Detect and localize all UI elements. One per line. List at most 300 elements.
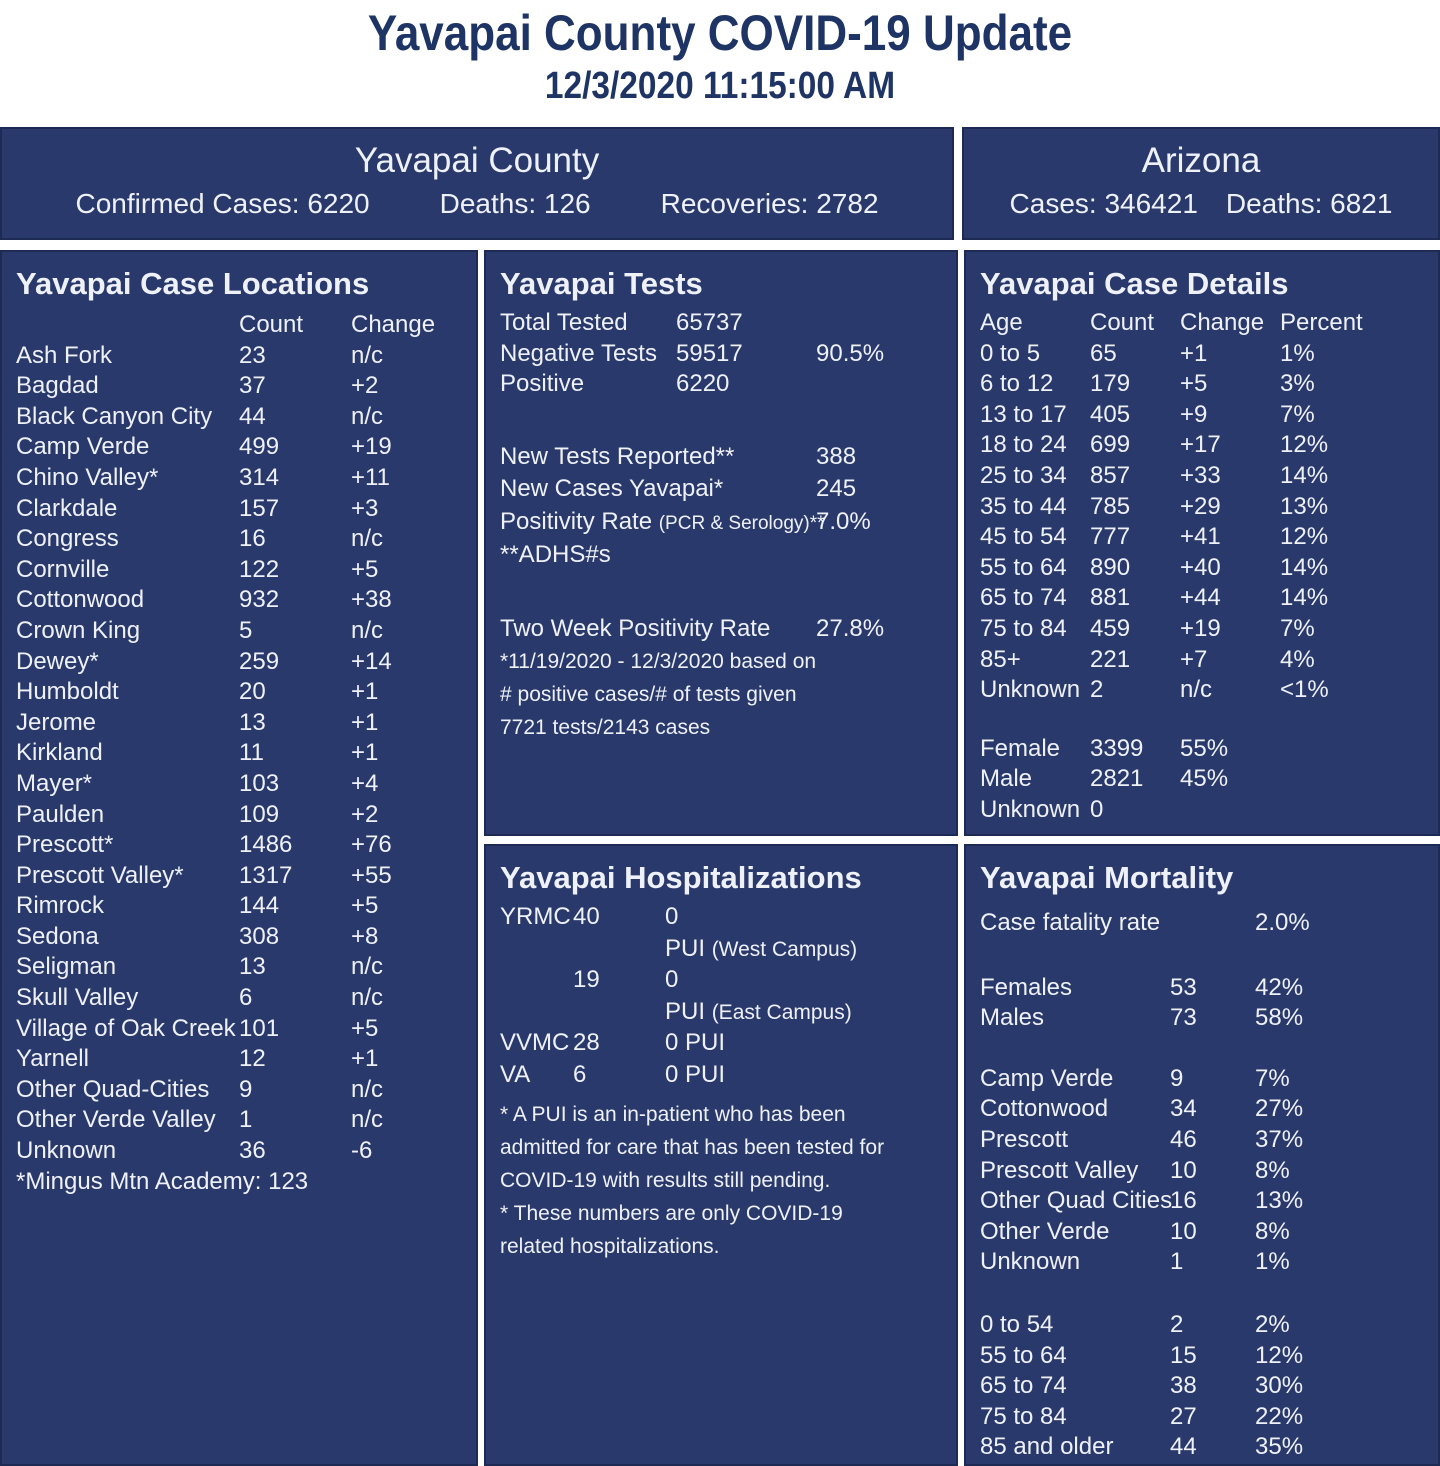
hospitalizations-note-line: * These numbers are only COVID-19 bbox=[500, 1201, 843, 1225]
location-name: Clarkdale bbox=[16, 494, 118, 522]
hospital-pui-campus: (East Campus) bbox=[711, 1000, 852, 1024]
panel-case-locations bbox=[0, 250, 478, 1466]
age-group-row bbox=[980, 400, 1424, 431]
age-group-change: +33 bbox=[1180, 461, 1221, 489]
two-week-row bbox=[500, 614, 942, 645]
location-count: 11 bbox=[239, 739, 264, 767]
mortality-count: 73 bbox=[1170, 1004, 1197, 1032]
location-change: n/c bbox=[351, 341, 384, 369]
location-count: 109 bbox=[239, 800, 280, 828]
hospital-count: 6 bbox=[573, 1060, 587, 1088]
case-details-rows bbox=[980, 339, 1424, 706]
age-group-count: 777 bbox=[1090, 523, 1131, 551]
age-group-row bbox=[980, 645, 1424, 676]
location-row bbox=[16, 769, 462, 800]
mortality-count: 34 bbox=[1170, 1095, 1197, 1123]
location-row bbox=[16, 585, 462, 616]
age-group-percent: 3% bbox=[1280, 370, 1315, 398]
location-count: 23 bbox=[239, 341, 266, 369]
age-group-percent: 14% bbox=[1280, 584, 1329, 612]
location-count: 1317 bbox=[239, 861, 293, 889]
page-title: Yavapai County COVID-19 Update bbox=[367, 5, 1073, 61]
summary-yavapai-title: Yavapai County bbox=[354, 140, 600, 180]
location-count: 36 bbox=[239, 1137, 266, 1165]
mortality-age-row bbox=[980, 1402, 1424, 1433]
age-group-row bbox=[980, 492, 1424, 523]
age-group-label: 18 to 24 bbox=[980, 431, 1067, 459]
tests-note-line: *11/19/2020 - 12/3/2020 based on bbox=[500, 649, 817, 673]
hospitalizations-note-line: admitted for care that has been tested for bbox=[500, 1135, 885, 1159]
mortality-label: Females bbox=[980, 973, 1073, 1001]
location-name: Chino Valley* bbox=[16, 463, 159, 491]
mortality-label: Unknown bbox=[980, 1248, 1081, 1276]
mortality-percent: 2% bbox=[1255, 1310, 1290, 1338]
mortality-label: Males bbox=[980, 1004, 1045, 1032]
mortality-percent: 35% bbox=[1255, 1433, 1304, 1461]
age-group-percent: 14% bbox=[1280, 553, 1329, 581]
case-fatality-label: Case fatality rate bbox=[980, 909, 1161, 936]
column-header-percent: Percent bbox=[1280, 309, 1363, 336]
summary-arizona-title: Arizona bbox=[1141, 140, 1261, 180]
location-count: 6 bbox=[239, 984, 253, 1012]
mortality-percent: 7% bbox=[1255, 1064, 1290, 1092]
tests-row-label-small: (PCR & Serology)** bbox=[658, 512, 825, 534]
summary-yavapai-stats bbox=[75, 184, 878, 224]
location-row bbox=[16, 555, 462, 586]
mortality-label: Other Verde bbox=[980, 1217, 1110, 1245]
mortality-label: Cottonwood bbox=[980, 1095, 1109, 1123]
mortality-label: Other Quad Cities bbox=[980, 1187, 1173, 1215]
location-change: +3 bbox=[351, 494, 379, 522]
tests-row-label-main: New Cases Yavapai* bbox=[500, 475, 724, 503]
mortality-location-row bbox=[980, 1217, 1424, 1248]
mortality-label: 85 and older bbox=[980, 1433, 1114, 1461]
age-group-label: 75 to 84 bbox=[980, 614, 1067, 642]
tests-row-label-main: Positivity Rate bbox=[500, 507, 659, 535]
tests-notes bbox=[500, 645, 942, 744]
hospital-name: VVMC bbox=[500, 1029, 570, 1057]
location-change: n/c bbox=[351, 953, 384, 981]
location-name: Dewey* bbox=[16, 647, 99, 675]
summary-stat: Confirmed Cases: 6220 bbox=[75, 187, 370, 219]
location-row bbox=[16, 616, 462, 647]
panel-tests bbox=[484, 250, 958, 836]
age-group-row bbox=[980, 675, 1424, 706]
hospitalization-row bbox=[500, 1028, 942, 1060]
hospital-pui-main: 0 PUI bbox=[665, 1060, 726, 1088]
location-row bbox=[16, 677, 462, 708]
hospitalization-row bbox=[500, 934, 942, 966]
column-header-count: Count bbox=[239, 311, 304, 338]
location-change: +2 bbox=[351, 372, 379, 400]
mortality-gender-row bbox=[980, 973, 1424, 1004]
mortality-count: 44 bbox=[1170, 1433, 1197, 1461]
age-group-count: 221 bbox=[1090, 645, 1131, 673]
tests-row-value: 388 bbox=[816, 442, 857, 470]
location-name: Village of Oak Creek bbox=[16, 1014, 236, 1042]
mortality-percent: 30% bbox=[1255, 1372, 1304, 1400]
location-count: 9 bbox=[239, 1075, 253, 1103]
location-count: 5 bbox=[239, 616, 253, 644]
age-group-label: 25 to 34 bbox=[980, 461, 1067, 489]
column-header-count: Count bbox=[1090, 309, 1155, 336]
age-group-row bbox=[980, 583, 1424, 614]
hospitalizations-title: Yavapai Hospitalizations bbox=[500, 860, 862, 895]
hospitalization-row bbox=[500, 1060, 942, 1092]
column-right bbox=[964, 250, 1440, 1466]
mortality-label: 0 to 54 bbox=[980, 1310, 1054, 1338]
location-row bbox=[16, 402, 462, 433]
location-row bbox=[16, 1044, 462, 1075]
tests-row-percent bbox=[816, 369, 942, 400]
tests-note-line: 7721 tests/2143 cases bbox=[500, 715, 711, 739]
mortality-count: 38 bbox=[1170, 1372, 1197, 1400]
age-group-percent: 1% bbox=[1280, 339, 1315, 367]
mortality-age-row bbox=[980, 1432, 1424, 1463]
location-change: +55 bbox=[351, 861, 392, 889]
gender-percent bbox=[1180, 795, 1280, 826]
gender-percent: 45% bbox=[1180, 765, 1229, 793]
location-row bbox=[16, 494, 462, 525]
age-group-count: 699 bbox=[1090, 431, 1131, 459]
location-name: Paulden bbox=[16, 800, 105, 828]
age-group-count: 459 bbox=[1090, 614, 1131, 642]
location-change: n/c bbox=[351, 1075, 384, 1103]
mortality-percent: 1% bbox=[1255, 1248, 1290, 1276]
tests-row-percent: 90.5% bbox=[816, 339, 885, 367]
summary-arizona bbox=[962, 127, 1440, 240]
case-locations-header bbox=[16, 310, 462, 341]
tests-row bbox=[500, 474, 942, 507]
hospital-pui-status bbox=[665, 1028, 942, 1060]
summary-stat: Recoveries: 2782 bbox=[660, 187, 879, 219]
mortality-count: 1 bbox=[1170, 1248, 1184, 1276]
location-row bbox=[16, 432, 462, 463]
location-name: Crown King bbox=[16, 616, 141, 644]
location-name: Other Quad-Cities bbox=[16, 1075, 210, 1103]
hospital-pui-main: 0 bbox=[665, 903, 679, 930]
hospital-count bbox=[573, 997, 665, 1029]
age-group-change: +17 bbox=[1180, 431, 1221, 459]
location-change: +5 bbox=[351, 555, 379, 583]
age-group-count: 857 bbox=[1090, 461, 1131, 489]
mortality-location-row bbox=[980, 1064, 1424, 1095]
location-row bbox=[16, 861, 462, 892]
gender-label: Male bbox=[980, 765, 1033, 793]
location-row bbox=[16, 1014, 462, 1045]
mortality-age-row bbox=[980, 1371, 1424, 1402]
tests-row-label: Negative Tests bbox=[500, 339, 657, 367]
age-group-percent: 13% bbox=[1280, 492, 1329, 520]
summary-stat: Deaths: 126 bbox=[439, 187, 591, 219]
hospital-count: 28 bbox=[573, 1029, 600, 1057]
mortality-count: 15 bbox=[1170, 1341, 1197, 1369]
location-change: +38 bbox=[351, 586, 392, 614]
hospital-name bbox=[500, 934, 573, 966]
hospital-name: YRMC bbox=[500, 903, 571, 930]
gender-row bbox=[980, 764, 1424, 795]
location-change: +2 bbox=[351, 800, 379, 828]
location-name: Rimrock bbox=[16, 892, 104, 920]
location-row bbox=[16, 891, 462, 922]
age-group-percent: 7% bbox=[1280, 400, 1315, 428]
location-change: +19 bbox=[351, 433, 392, 461]
main-grid bbox=[0, 250, 1440, 1466]
age-group-label: 0 to 5 bbox=[980, 339, 1041, 367]
mortality-count: 2 bbox=[1170, 1310, 1184, 1338]
location-name: Jerome bbox=[16, 708, 97, 736]
location-count: 20 bbox=[239, 678, 266, 706]
tests-row bbox=[500, 442, 942, 475]
location-name: Prescott Valley* bbox=[16, 861, 184, 889]
case-details-title: Yavapai Case Details bbox=[980, 266, 1289, 301]
location-row bbox=[16, 983, 462, 1014]
mortality-age-rows bbox=[980, 1310, 1424, 1463]
mortality-label: Prescott bbox=[980, 1125, 1069, 1153]
hospitalization-row bbox=[500, 965, 942, 997]
location-count: 259 bbox=[239, 647, 280, 675]
age-group-percent: <1% bbox=[1280, 676, 1329, 704]
mortality-location-row bbox=[980, 1247, 1424, 1278]
location-count: 499 bbox=[239, 433, 280, 461]
column-header-age: Age bbox=[980, 309, 1023, 336]
location-change: +1 bbox=[351, 708, 379, 736]
age-group-count: 2 bbox=[1090, 676, 1104, 704]
summary-band bbox=[0, 127, 1440, 240]
panel-case-details bbox=[964, 250, 1440, 836]
age-group-row bbox=[980, 614, 1424, 645]
mortality-location-row bbox=[980, 1186, 1424, 1217]
location-count: 101 bbox=[239, 1014, 280, 1042]
mortality-percent: 58% bbox=[1255, 1004, 1304, 1032]
location-row bbox=[16, 1105, 462, 1136]
location-row bbox=[16, 952, 462, 983]
tests-note-line: # positive cases/# of tests given bbox=[500, 682, 797, 706]
location-change: n/c bbox=[351, 984, 384, 1012]
mortality-label: 55 to 64 bbox=[980, 1341, 1067, 1369]
age-group-row bbox=[980, 339, 1424, 370]
location-change: n/c bbox=[351, 525, 384, 553]
tests-row-label: Positive bbox=[500, 370, 585, 398]
age-group-change: +1 bbox=[1180, 339, 1208, 367]
hospital-pui-campus: (West Campus) bbox=[711, 937, 858, 961]
mortality-location-row bbox=[980, 1156, 1424, 1187]
tests-row-value: 6220 bbox=[676, 370, 730, 398]
column-header-blank bbox=[16, 310, 239, 341]
location-count: 1 bbox=[239, 1106, 253, 1134]
location-count: 37 bbox=[239, 372, 266, 400]
hospital-name bbox=[500, 965, 573, 997]
tests-two-week-block bbox=[500, 614, 942, 744]
location-count: 157 bbox=[239, 494, 280, 522]
location-name: Camp Verde bbox=[16, 433, 150, 461]
mortality-count: 16 bbox=[1170, 1187, 1197, 1215]
mortality-percent: 37% bbox=[1255, 1125, 1304, 1153]
age-group-percent: 7% bbox=[1280, 614, 1315, 642]
location-count: 13 bbox=[239, 953, 266, 981]
gender-row bbox=[980, 795, 1424, 826]
gender-count: 2821 bbox=[1090, 765, 1144, 793]
tests-title: Yavapai Tests bbox=[500, 266, 703, 301]
mortality-count: 27 bbox=[1170, 1402, 1197, 1430]
age-group-row bbox=[980, 461, 1424, 492]
age-group-percent: 14% bbox=[1280, 461, 1329, 489]
location-name: Cottonwood bbox=[16, 586, 145, 614]
mortality-gender-rows bbox=[980, 973, 1424, 1034]
age-group-label: 6 to 12 bbox=[980, 370, 1054, 398]
case-fatality-row bbox=[980, 908, 1424, 939]
age-group-change: +44 bbox=[1180, 584, 1221, 612]
tests-row bbox=[500, 507, 942, 540]
hospital-pui-main: PUI bbox=[665, 997, 712, 1025]
mortality-percent: 27% bbox=[1255, 1095, 1304, 1123]
location-count: 314 bbox=[239, 463, 280, 491]
location-name: Skull Valley bbox=[16, 984, 139, 1012]
mortality-location-row bbox=[980, 1125, 1424, 1156]
hospitalizations-notes bbox=[500, 1098, 942, 1263]
hospital-count bbox=[573, 934, 665, 966]
hospital-pui-status bbox=[665, 965, 942, 997]
hospital-name: VA bbox=[500, 1060, 531, 1088]
gender-count: 3399 bbox=[1090, 734, 1144, 762]
location-name: Congress bbox=[16, 525, 119, 553]
location-change: n/c bbox=[351, 1106, 384, 1134]
column-header-change: Change bbox=[1180, 309, 1265, 336]
age-group-change: +7 bbox=[1180, 645, 1208, 673]
location-row bbox=[16, 524, 462, 555]
location-name: Black Canyon City bbox=[16, 402, 213, 430]
mortality-percent: 42% bbox=[1255, 973, 1304, 1001]
age-group-label: 65 to 74 bbox=[980, 584, 1067, 612]
hospital-pui-status bbox=[665, 1060, 942, 1092]
location-name: Mayer* bbox=[16, 769, 93, 797]
age-group-change: +5 bbox=[1180, 370, 1208, 398]
age-group-percent: 12% bbox=[1280, 431, 1329, 459]
location-change: +14 bbox=[351, 647, 392, 675]
age-group-count: 179 bbox=[1090, 370, 1131, 398]
age-group-label: 13 to 17 bbox=[980, 400, 1067, 428]
mortality-title: Yavapai Mortality bbox=[980, 860, 1234, 895]
mortality-age-row bbox=[980, 1341, 1424, 1372]
tests-row-value: 65737 bbox=[676, 309, 743, 336]
tests-row-label bbox=[500, 474, 816, 507]
hospital-pui-status bbox=[665, 997, 942, 1029]
location-row bbox=[16, 647, 462, 678]
age-group-change: +41 bbox=[1180, 523, 1221, 551]
location-count: 16 bbox=[239, 525, 266, 553]
location-count: 12 bbox=[239, 1045, 266, 1073]
mortality-count: 53 bbox=[1170, 973, 1197, 1001]
mortality-count: 10 bbox=[1170, 1156, 1197, 1184]
location-count: 13 bbox=[239, 708, 266, 736]
mortality-percent: 12% bbox=[1255, 1341, 1304, 1369]
tests-row-value: 59517 bbox=[676, 339, 743, 367]
age-group-label: 85+ bbox=[980, 645, 1021, 673]
age-group-label: 35 to 44 bbox=[980, 492, 1067, 520]
location-count: 122 bbox=[239, 555, 280, 583]
mortality-label: 65 to 74 bbox=[980, 1372, 1067, 1400]
location-name: Prescott* bbox=[16, 831, 114, 859]
tests-row bbox=[500, 308, 942, 339]
mortality-age-row bbox=[980, 1310, 1424, 1341]
tests-row-value: 245 bbox=[816, 475, 857, 503]
mortality-gender-row bbox=[980, 1003, 1424, 1034]
location-count: 103 bbox=[239, 769, 280, 797]
age-group-label: 45 to 54 bbox=[980, 523, 1067, 551]
age-group-label: Unknown bbox=[980, 676, 1081, 704]
location-name: Kirkland bbox=[16, 739, 103, 767]
location-row bbox=[16, 738, 462, 769]
location-change: +8 bbox=[351, 922, 379, 950]
mortality-label: Prescott Valley bbox=[980, 1156, 1139, 1184]
page-header bbox=[0, 0, 1440, 127]
summary-arizona-stats bbox=[1010, 184, 1393, 224]
location-count: 44 bbox=[239, 402, 266, 430]
mortality-percent: 22% bbox=[1255, 1402, 1304, 1430]
age-group-count: 65 bbox=[1090, 339, 1117, 367]
location-name: Sedona bbox=[16, 922, 99, 950]
hospital-pui-main: PUI bbox=[665, 934, 712, 962]
column-header-change: Change bbox=[351, 311, 436, 338]
tests-row-label-main: New Tests Reported** bbox=[500, 442, 735, 470]
location-row bbox=[16, 371, 462, 402]
age-group-count: 890 bbox=[1090, 553, 1131, 581]
location-count: 308 bbox=[239, 922, 280, 950]
location-name: Bagdad bbox=[16, 372, 99, 400]
column-left bbox=[0, 250, 478, 1466]
location-name: Unknown bbox=[16, 1137, 117, 1165]
gender-percent: 55% bbox=[1180, 734, 1229, 762]
location-count: 144 bbox=[239, 892, 280, 920]
age-group-row bbox=[980, 430, 1424, 461]
case-fatality-value: 2.0% bbox=[1255, 909, 1310, 936]
hospital-pui-main: 0 bbox=[665, 966, 679, 994]
case-locations-footnote: *Mingus Mtn Academy: 123 bbox=[16, 1167, 309, 1195]
summary-yavapai-county bbox=[0, 127, 954, 240]
tests-row-value: 7.0% bbox=[816, 507, 871, 535]
location-name: Humboldt bbox=[16, 678, 119, 706]
location-name: Yarnell bbox=[16, 1045, 89, 1073]
location-change: +11 bbox=[351, 463, 390, 491]
hospital-count: 40 bbox=[573, 903, 600, 930]
location-change: +4 bbox=[351, 769, 379, 797]
hospital-pui-status bbox=[665, 934, 942, 966]
tests-row-label bbox=[500, 540, 816, 573]
tests-new-rows bbox=[500, 442, 942, 572]
location-name: Other Verde Valley bbox=[16, 1106, 216, 1134]
location-row bbox=[16, 800, 462, 831]
location-change: +5 bbox=[351, 892, 379, 920]
age-group-row bbox=[980, 522, 1424, 553]
age-group-count: 881 bbox=[1090, 584, 1131, 612]
mortality-label: 75 to 84 bbox=[980, 1402, 1067, 1430]
age-group-label: 55 to 64 bbox=[980, 553, 1067, 581]
tests-row bbox=[500, 339, 942, 370]
location-row bbox=[16, 1075, 462, 1106]
hospitalizations-note-line: COVID-19 with results still pending. bbox=[500, 1168, 831, 1192]
tests-row-label-main: **ADHS#s bbox=[500, 540, 611, 568]
case-locations-rows bbox=[16, 341, 462, 1167]
location-row bbox=[16, 708, 462, 739]
tests-row-label bbox=[500, 507, 825, 540]
mortality-count: 10 bbox=[1170, 1217, 1197, 1245]
location-change: +1 bbox=[351, 1045, 379, 1073]
age-group-change: +29 bbox=[1180, 492, 1221, 520]
mortality-percent: 8% bbox=[1255, 1156, 1290, 1184]
panel-mortality bbox=[964, 844, 1440, 1466]
tests-row-label: Total Tested bbox=[500, 309, 628, 336]
case-locations-title: Yavapai Case Locations bbox=[16, 266, 370, 301]
